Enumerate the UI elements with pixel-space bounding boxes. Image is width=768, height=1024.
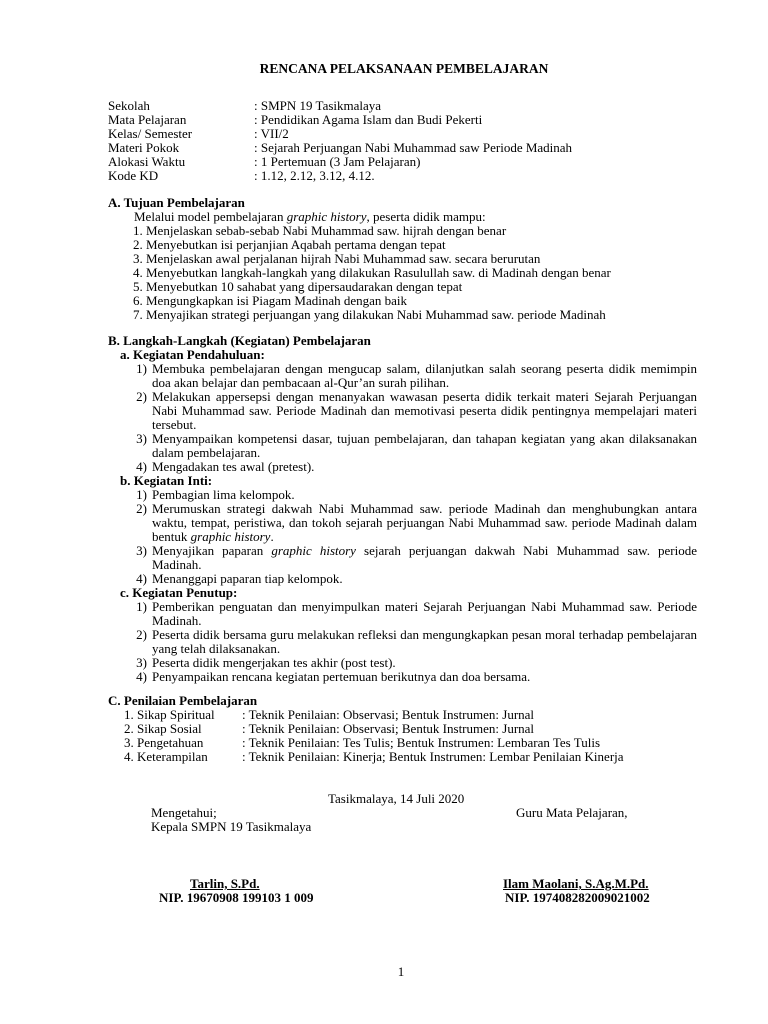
info-key: Kode KD [108, 168, 159, 183]
assessment-row [108, 708, 698, 722]
step-item [108, 544, 698, 572]
info-value: : Pendidikan Agama Islam dan Budi Pekerti [254, 112, 483, 127]
objective-item: 5. Menyebutkan 10 sahabat yang dipersaudarakan dengan tepat [133, 279, 463, 294]
step-number: 3) [136, 543, 147, 558]
step-text: Peserta didik mengerjakan tes akhir (post test). [152, 655, 396, 670]
step-item [108, 390, 698, 432]
step-number: 3) [136, 431, 147, 446]
step-item [108, 600, 698, 628]
assessment-row [108, 722, 698, 736]
info-row-mata-pelajaran [108, 113, 572, 127]
step-number: 1) [136, 361, 147, 376]
assessment-value: : Teknik Penilaian: Kinerja; Bentuk Instrumen: Lembar Penilaian Kinerja [242, 749, 624, 764]
step-text-part: . [270, 529, 274, 544]
penutup-heading: c. Kegiatan Penutup: [120, 585, 238, 600]
step-text-part: Menyajikan paparan [152, 543, 272, 558]
objective-item: 6. Mengungkapkan isi Piagam Madinah dengan baik [133, 293, 408, 308]
assessment-row [108, 750, 698, 764]
step-text: Pembagian lima kelompok. [152, 487, 295, 502]
step-text: Penyampaikan rencana kegiatan pertemuan berikutnya dan doa bersama. [152, 669, 531, 684]
assessment-value: : Teknik Penilaian: Observasi; Bentuk Instrumen: Jurnal [242, 707, 535, 722]
assessment-row [108, 736, 698, 750]
objective-item: 4. Menyebutkan langkah-langkah yang dilakukan Rasulullah saw. di Madinah dengan benar [133, 265, 611, 280]
info-key: Alokasi Waktu [108, 154, 186, 169]
info-key: Sekolah [108, 98, 150, 113]
step-number: 2) [136, 627, 147, 642]
info-key: Kelas/ Semester [108, 126, 193, 141]
step-item [108, 502, 698, 544]
signature-right-line1: Guru Mata Pelajaran, [516, 805, 628, 820]
info-row-materi [108, 141, 572, 155]
step-text: Mengadakan tes awal (pretest). [152, 459, 315, 474]
inti-heading: b. Kegiatan Inti: [120, 473, 213, 488]
assessment-label: 3. Pengetahuan [124, 735, 204, 750]
step-text: Membuka pembelajaran dengan mengucap salam, dilanjutkan salah seorang peserta didik memimpin doa akan belajar dan pembacaan al-Qur’an surah pilihan. [152, 361, 697, 390]
step-text: Menyampaikan kompetensi dasar, tujuan pembelajaran, dan tahapan kegiatan yang akan dilaksanakan dalam pembelajaran. [152, 431, 697, 460]
info-key: Materi Pokok [108, 140, 180, 155]
step-item [108, 656, 698, 670]
step-number: 4) [136, 459, 147, 474]
step-number: 1) [136, 487, 147, 502]
step-emphasis: graphic history [190, 529, 271, 544]
info-row-sekolah [108, 99, 572, 113]
assessment-label: 4. Keterampilan [124, 749, 208, 764]
step-text: Peserta didik bersama guru melakukan refleksi dan mengungkapkan pesan moral terhadap pembelajaran yang telah dilaksanakan. [152, 627, 697, 656]
step-item [108, 670, 698, 684]
step-text-part: Merumuskan strategi dakwah Nabi Muhammad saw. periode Madinah dan menghubungkan antara waktu, tempat, peristiwa, dan tokoh sejarah perjuangan Nabi Muhammad saw. periode Madinah dalam bentuk [152, 501, 697, 544]
objective-item: 1. Menjelaskan sebab-sebab Nabi Muhammad saw. hijrah dengan benar [133, 223, 507, 238]
step-text [152, 502, 697, 544]
step-number: 2) [136, 501, 147, 516]
step-emphasis: graphic history [271, 543, 356, 558]
step-number: 4) [136, 669, 147, 684]
document-title: RENCANA PELAKSANAAN PEMBELAJARAN [259, 61, 549, 76]
section-b-heading: B. Langkah-Langkah (Kegiatan) Pembelajaran [108, 333, 371, 348]
pendahuluan-heading: a. Kegiatan Pendahuluan: [120, 347, 265, 362]
step-text: Melakukan appersepsi dengan menanyakan wawasan peserta didik terkait materi Sejarah Perjuangan Nabi Muhammad saw. Periode Madinah dan memotivasi peserta didik pentingnya mempelajari materi tersebut. [152, 389, 697, 432]
assessment-value: : Teknik Penilaian: Tes Tulis; Bentuk Instrumen: Lembaran Tes Tulis [242, 735, 601, 750]
page-number: 1 [397, 964, 405, 979]
info-value: : VII/2 [254, 126, 289, 141]
step-item [108, 572, 698, 586]
section-c-heading: C. Penilaian Pembelajaran [108, 693, 258, 708]
intro-text: Melalui model pembelajaran [134, 209, 287, 224]
assessment-label: 2. Sikap Sosial [124, 721, 202, 736]
section-a [108, 196, 698, 322]
info-value: : SMPN 19 Tasikmalaya [254, 98, 382, 113]
objective-item: 7. Menyajikan strategi perjuangan yang dilakukan Nabi Muhammad saw. periode Madinah [133, 307, 606, 322]
step-item [108, 488, 698, 502]
info-value: : 1.12, 2.12, 3.12, 4.12. [254, 168, 375, 183]
section-c [108, 694, 698, 764]
signature-left-line1: Mengetahui; [151, 805, 217, 820]
signature-left-line2: Kepala SMPN 19 Tasikmalaya [151, 819, 312, 834]
teacher-nip: NIP. 197408282009021002 [505, 890, 650, 905]
step-number: 2) [136, 389, 147, 404]
info-row-kelas [108, 127, 572, 141]
info-table [108, 99, 572, 183]
step-number: 3) [136, 655, 147, 670]
step-text [152, 544, 697, 572]
assessment-label: 1. Sikap Spiritual [124, 707, 215, 722]
intro-text: , peserta didik mampu: [366, 209, 486, 224]
step-number: 1) [136, 599, 147, 614]
step-item [108, 628, 698, 656]
info-value: : 1 Pertemuan (3 Jam Pelajaran) [254, 154, 421, 169]
info-value: : Sejarah Perjuangan Nabi Muhammad saw Periode Madinah [254, 140, 573, 155]
section-a-intro [108, 210, 698, 224]
step-item [108, 362, 698, 390]
place-date: Tasikmalaya, 14 Juli 2020 [328, 791, 465, 806]
headmaster-name: Tarlin, S.Pd. [190, 876, 260, 891]
teacher-name: Ilam Maolani, S.Ag.M.Pd. [503, 876, 649, 891]
info-row-alokasi [108, 155, 572, 169]
objective-item: 2. Menyebutkan isi perjanjian Aqabah pertama dengan tepat [133, 237, 446, 252]
step-text-part: sejarah perjuangan dakwah Nabi Muhammad saw. periode Madinah. [152, 543, 698, 572]
objective-item: 3. Menjelaskan awal perjalanan hijrah Nabi Muhammad saw. secara berurutan [133, 251, 541, 266]
step-text: Pemberikan penguatan dan menyimpulkan materi Sejarah Perjuangan Nabi Muhammad saw. Periode Madinah. [152, 599, 697, 628]
section-b [108, 334, 698, 684]
step-number: 4) [136, 571, 147, 586]
headmaster-nip: NIP. 19670908 199103 1 009 [159, 890, 314, 905]
step-text: Menanggapi paparan tiap kelompok. [152, 571, 343, 586]
info-row-kode-kd [108, 169, 572, 183]
step-item [108, 460, 698, 474]
info-key: Mata Pelajaran [108, 112, 187, 127]
intro-emphasis: graphic history [286, 209, 367, 224]
step-item [108, 432, 698, 460]
section-a-heading: A. Tujuan Pembelajaran [108, 195, 245, 210]
assessment-value: : Teknik Penilaian: Observasi; Bentuk Instrumen: Jurnal [242, 721, 535, 736]
